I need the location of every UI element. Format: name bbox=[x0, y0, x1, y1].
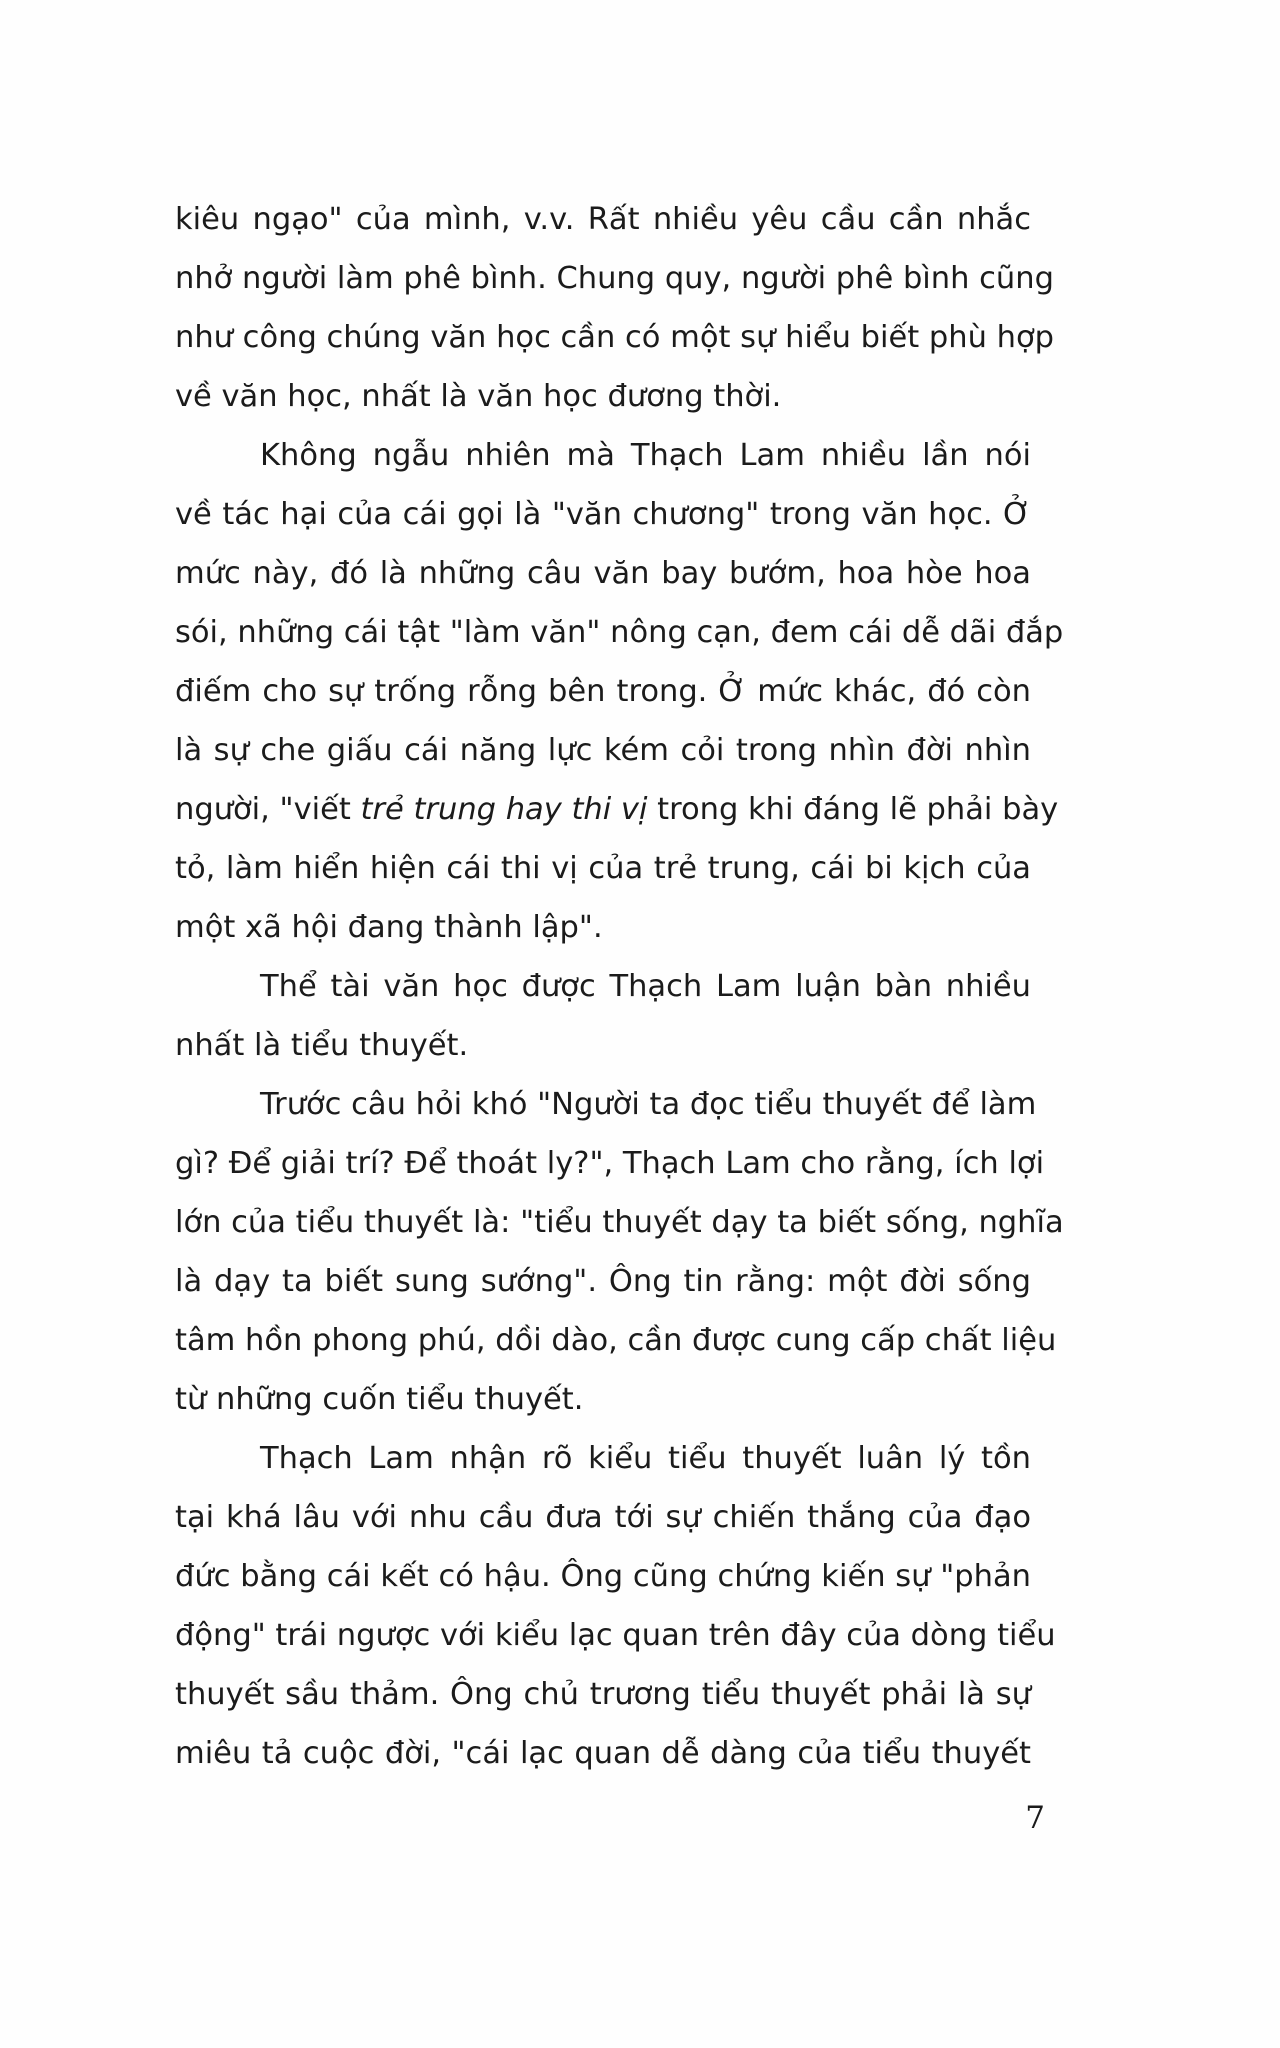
text-fragment: trong khi đáng lẽ phải bày bbox=[647, 792, 1059, 827]
paragraph-5 bbox=[175, 1429, 1056, 1783]
text-line: mức này, đó là những câu văn bay bướm, hoa hòe hoa bbox=[175, 556, 1031, 591]
text-line: miêu tả cuộc đời, "cái lạc quan dễ dàng của tiểu thuyết bbox=[175, 1736, 1031, 1771]
text-line: một xã hội đang thành lập". bbox=[175, 910, 603, 945]
paragraph-4 bbox=[175, 1075, 1064, 1429]
text-line: Thạch Lam nhận rõ kiểu tiểu thuyết luân lý tồn bbox=[260, 1441, 1031, 1476]
text-line: nhở người làm phê bình. Chung quy, người phê bình cũng bbox=[175, 261, 1054, 296]
text-line: đức bằng cái kết có hậu. Ông cũng chứng kiến sự "phản bbox=[175, 1559, 1031, 1594]
text-fragment: người, "viết bbox=[175, 792, 361, 827]
text-line: là sự che giấu cái năng lực kém cỏi trong nhìn đời nhìn bbox=[175, 733, 1031, 768]
text-line: như công chúng văn học cần có một sự hiểu biết phù hợp bbox=[175, 320, 1055, 355]
text-line: về văn học, nhất là văn học đương thời. bbox=[175, 379, 782, 414]
text-line: là dạy ta biết sung sướng". Ông tin rằng: một đời sống bbox=[175, 1264, 1031, 1299]
text-line: thuyết sầu thảm. Ông chủ trương tiểu thuyết phải là sự bbox=[175, 1677, 1031, 1712]
text-line: điếm cho sự trống rỗng bên trong. Ở mức khác, đó còn bbox=[175, 674, 1031, 709]
page-number: 7 bbox=[1025, 1800, 1045, 1836]
text-line: kiêu ngạo" của mình, v.v. Rất nhiều yêu cầu cần nhắc bbox=[175, 202, 1031, 237]
paragraph-2 bbox=[175, 426, 1064, 957]
text-line: gì? Để giải trí? Để thoát ly?", Thạch Lam cho rằng, ích lợi bbox=[175, 1146, 1045, 1181]
italic-fragment: trẻ trung hay thi vị bbox=[360, 792, 648, 827]
text-line: Trước câu hỏi khó "Người ta đọc tiểu thuyết để làm bbox=[260, 1087, 1037, 1122]
paragraph-3 bbox=[175, 957, 1031, 1075]
body-text bbox=[175, 190, 1064, 1783]
text-line: tỏ, làm hiển hiện cái thi vị của trẻ trung, cái bi kịch của bbox=[175, 851, 1031, 886]
text-line: tại khá lâu với nhu cầu đưa tới sự chiến thắng của đạo bbox=[175, 1500, 1031, 1535]
text-line: từ những cuốn tiểu thuyết. bbox=[175, 1382, 584, 1417]
text-line: động" trái ngược với kiểu lạc quan trên đây của dòng tiểu bbox=[175, 1618, 1056, 1653]
text-line: về tác hại của cái gọi là "văn chương" trong văn học. Ở bbox=[175, 497, 1031, 532]
text-line-with-italic bbox=[175, 780, 1059, 839]
text-line: nhất là tiểu thuyết. bbox=[175, 1028, 469, 1063]
text-line: lớn của tiểu thuyết là: "tiểu thuyết dạy ta biết sống, nghĩa bbox=[175, 1205, 1064, 1240]
text-line: tâm hồn phong phú, dồi dào, cần được cung cấp chất liệu bbox=[175, 1323, 1057, 1358]
paragraph-1 bbox=[175, 190, 1055, 426]
text-line: Không ngẫu nhiên mà Thạch Lam nhiều lần nói bbox=[260, 438, 1031, 473]
text-line: Thể tài văn học được Thạch Lam luận bàn nhiều bbox=[260, 969, 1031, 1004]
text-line: sói, những cái tật "làm văn" nông cạn, đem cái dễ dãi đắp bbox=[175, 615, 1064, 650]
